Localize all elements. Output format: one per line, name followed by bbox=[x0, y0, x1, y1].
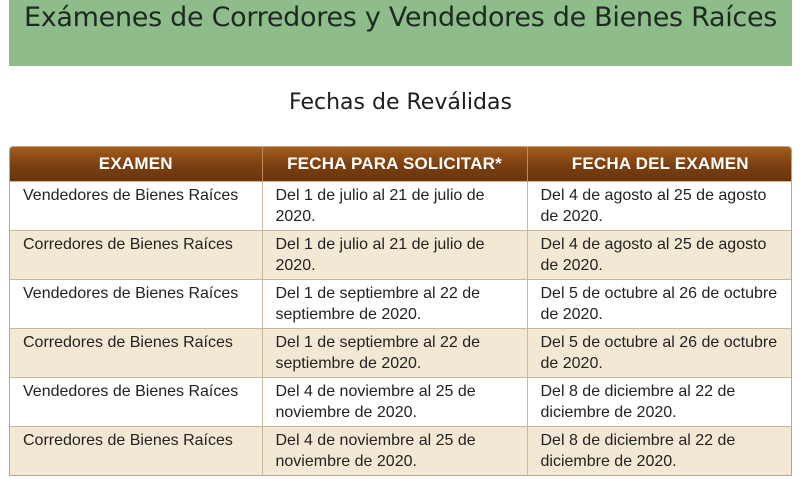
exam-date-cell: Del 8 de diciembre al 22 de diciembre de 2020. bbox=[527, 378, 792, 427]
exam-dates-table-container bbox=[9, 146, 792, 476]
exam-date-cell: Del 4 de agosto al 25 de agosto de 2020. bbox=[527, 231, 792, 280]
exam-cell: Vendedores de Bienes Raíces bbox=[10, 182, 262, 231]
exam-cell: Corredores de Bienes Raíces bbox=[10, 427, 262, 476]
application-date-cell: Del 1 de julio al 21 de julio de 2020. bbox=[262, 182, 527, 231]
header-exam-date: FECHA DEL EXAMEN bbox=[527, 147, 792, 182]
table-row bbox=[10, 280, 792, 329]
table-row bbox=[10, 231, 792, 280]
header-application-date: FECHA PARA SOLICITAR* bbox=[262, 147, 527, 182]
exam-cell: Corredores de Bienes Raíces bbox=[10, 329, 262, 378]
application-date-cell: Del 1 de julio al 21 de julio de 2020. bbox=[262, 231, 527, 280]
table-header-row bbox=[10, 147, 792, 182]
application-date-cell: Del 1 de septiembre al 22 de septiembre de 2020. bbox=[262, 329, 527, 378]
table-row bbox=[10, 378, 792, 427]
application-date-cell: Del 4 de noviembre al 25 de noviembre de 2020. bbox=[262, 378, 527, 427]
header-exam: EXAMEN bbox=[10, 147, 262, 182]
table-row bbox=[10, 329, 792, 378]
exam-date-cell: Del 4 de agosto al 25 de agosto de 2020. bbox=[527, 182, 792, 231]
application-date-cell: Del 1 de septiembre al 22 de septiembre de 2020. bbox=[262, 280, 527, 329]
title-banner bbox=[9, 0, 792, 66]
exam-dates-table bbox=[10, 147, 792, 476]
section-subtitle: Fechas de Reválidas bbox=[289, 90, 512, 115]
table-row bbox=[10, 182, 792, 231]
exam-date-cell: Del 5 de octubre al 26 de octubre de 2020. bbox=[527, 280, 792, 329]
page-title: Exámenes de Corredores y Vendedores de Bienes Raíces bbox=[23, 2, 778, 33]
exam-cell: Vendedores de Bienes Raíces bbox=[10, 280, 262, 329]
exam-cell: Corredores de Bienes Raíces bbox=[10, 231, 262, 280]
application-date-cell: Del 4 de noviembre al 25 de noviembre de 2020. bbox=[262, 427, 527, 476]
exam-date-cell: Del 5 de octubre al 26 de octubre de 2020. bbox=[527, 329, 792, 378]
table-row bbox=[10, 427, 792, 476]
exam-date-cell: Del 8 de diciembre al 22 de diciembre de 2020. bbox=[527, 427, 792, 476]
exam-cell: Vendedores de Bienes Raíces bbox=[10, 378, 262, 427]
